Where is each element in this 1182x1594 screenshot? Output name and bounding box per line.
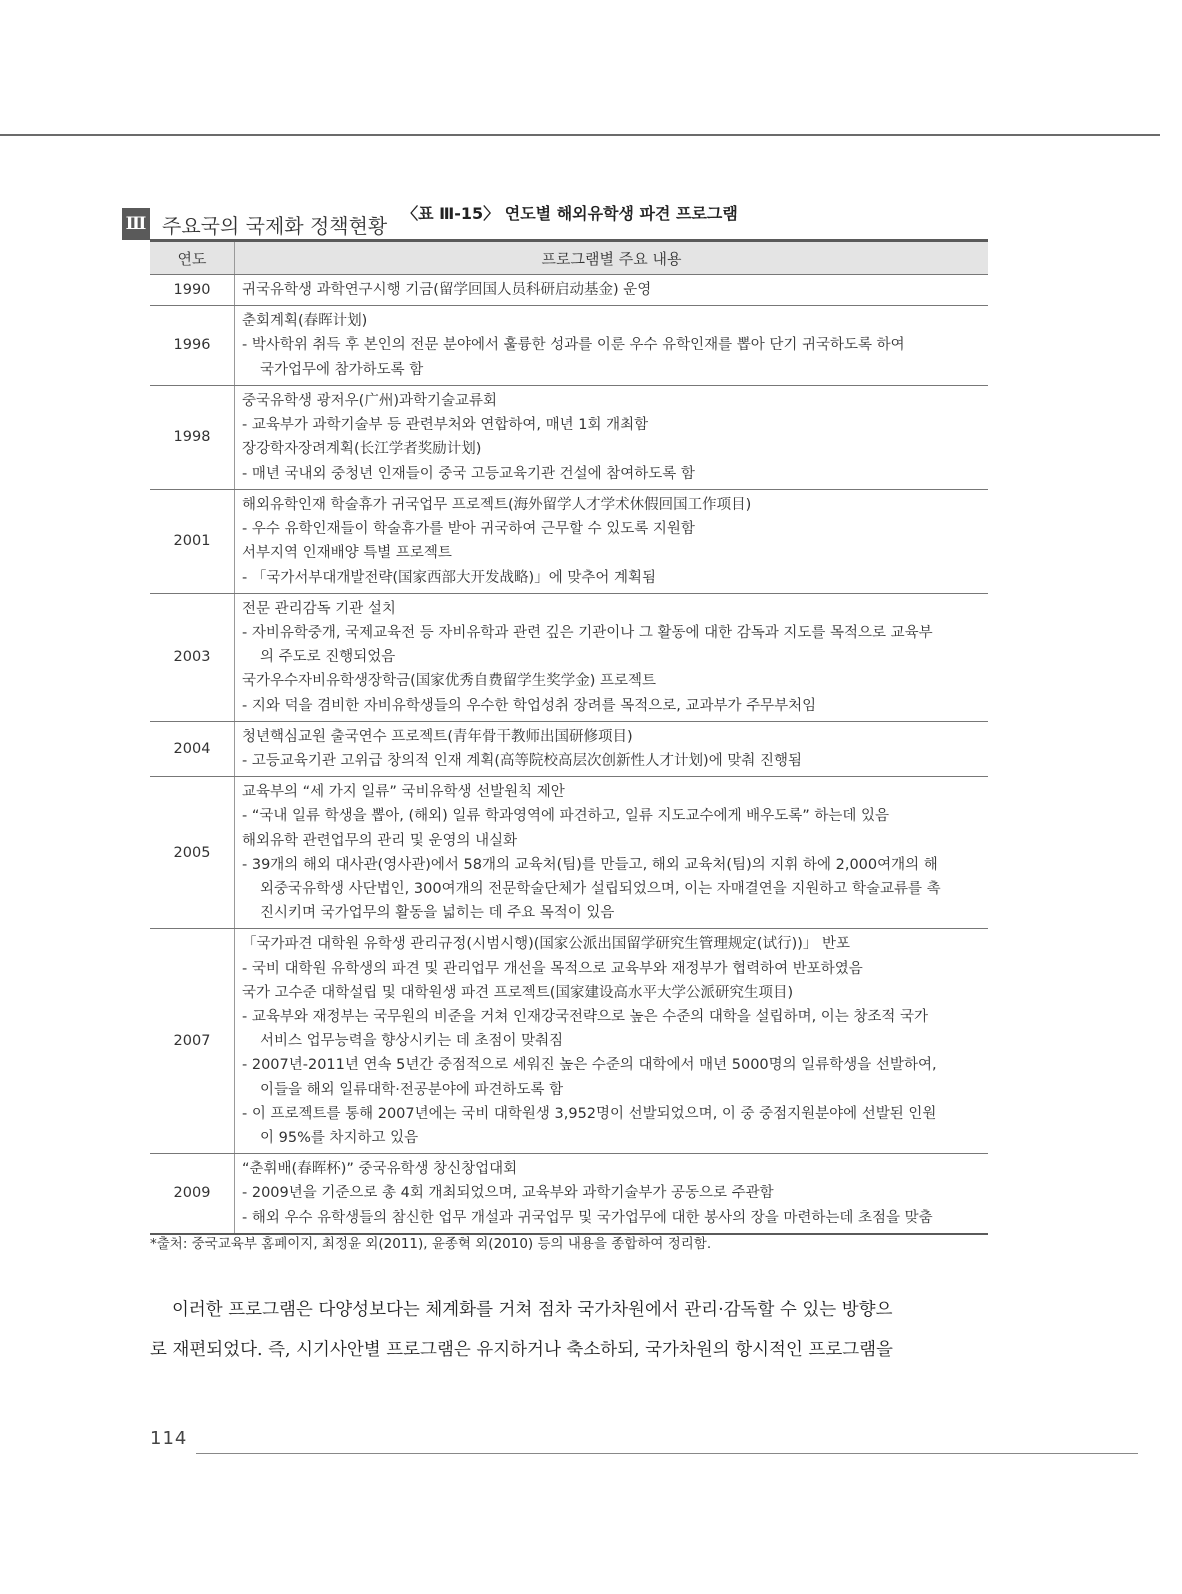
content-line: 서부지역 인재배양 특별 프로젝트 <box>242 545 452 562</box>
content-line: - 「국가서부대개발전략(国家西部大开发战略)」에 맞추어 계획됨 <box>242 569 656 586</box>
table-row <box>150 593 988 721</box>
content-line: 국가우수자비유학생장학금(国家优秀自费留学生奖学金) 프로젝트 <box>242 673 657 690</box>
table-row <box>150 777 988 929</box>
row-year: 2003 <box>150 593 235 721</box>
content-line: 청년핵심교원 출국연수 프로젝트(青年骨干教师出国研修项目) <box>242 728 633 745</box>
row-content <box>235 275 989 306</box>
row-content <box>235 721 989 776</box>
content-line: - 이 프로젝트를 통해 2007년에는 국비 대학원생 3,952명이 선발되었으며, 이 중 중점지원분야에 선발된 인원 <box>242 1105 937 1122</box>
content-line: 진시키며 국가업무의 활동을 넓히는 데 주요 목적이 있음 <box>260 905 615 922</box>
table-row <box>150 385 988 489</box>
chapter-title: 주요국의 국제화 정책현황 <box>162 214 388 238</box>
content-line: 중국유학생 광저우(广州)과학기술교류회 <box>242 392 498 409</box>
content-line: 해외유학 관련업무의 관리 및 운영의 내실화 <box>242 832 518 849</box>
content-line: - 자비유학중개, 국제교육전 등 자비유학과 관련 깊은 기관이나 그 활동에 대한 감독과 지도를 목적으로 교육부 <box>242 625 933 642</box>
row-content <box>235 929 989 1154</box>
header-year: 연도 <box>150 241 235 275</box>
row-year: 1996 <box>150 306 235 386</box>
programs-table <box>150 239 988 1235</box>
content-line: - 우수 유학인재들이 학술휴가를 받아 귀국하여 근무할 수 있도록 지원함 <box>242 521 695 538</box>
row-content <box>235 385 989 489</box>
content-line: 의 주도로 진행되었음 <box>260 649 396 666</box>
content-line: - 박사학위 취득 후 본인의 전문 분야에서 훌륭한 성과를 이룬 우수 유학인재를 뽑아 단기 귀국하도록 하여 <box>242 337 905 354</box>
row-year: 2007 <box>150 929 235 1154</box>
row-content <box>235 489 989 593</box>
content-line: 교육부의 “세 가지 일류” 국비유학생 선발원칙 제안 <box>242 784 565 801</box>
chapter-number-badge: Ⅲ <box>122 208 150 240</box>
content-line: - 고등교육기관 고위급 창의적 인재 계획(高等院校高层次创新性人才计划)에 맞춰 진행됨 <box>242 753 802 770</box>
content-line: 국가 고수준 대학설립 및 대학원생 파견 프로젝트(国家建设高水平大学公派研究生项目) <box>242 984 794 1001</box>
row-year: 1990 <box>150 275 235 306</box>
content-line: - 국비 대학원 유학생의 파견 및 관리업무 개선을 목적으로 교육부와 재정부가 협력하여 반포하였음 <box>242 960 863 977</box>
content-line: - “국내 일류 학생을 뽑아, (해외) 일류 학과영역에 파견하고, 일류 지도교수에게 배우도록” 하는데 있음 <box>242 808 889 825</box>
row-year: 1998 <box>150 385 235 489</box>
content-line: 국가업무에 참가하도록 함 <box>260 361 424 378</box>
content-line: - 매년 국내외 중청년 인재들이 중국 고등교육기관 건설에 참여하도록 함 <box>242 465 695 482</box>
content-line: 춘회계획(春晖计划) <box>242 313 368 330</box>
row-year: 2005 <box>150 777 235 929</box>
row-year: 2004 <box>150 721 235 776</box>
content-line: 서비스 업무능력을 향상시키는 데 초점이 맞춰짐 <box>260 1033 564 1050</box>
table-row <box>150 1154 988 1234</box>
row-content <box>235 777 989 929</box>
table-source-note: *출처: 중국교육부 홈페이지, 최정윤 외(2011), 윤종혁 외(2010) 등의 내용을 종합하여 정리함. <box>150 1236 712 1252</box>
row-year: 2001 <box>150 489 235 593</box>
table-caption: 〈표 Ⅲ-15〉 연도별 해외유학생 파견 프로그램 <box>402 204 738 223</box>
header-divider <box>0 134 1160 136</box>
body-paragraph <box>150 1290 990 1370</box>
content-line: - 교육부가 과학기술부 등 관련부처와 연합하여, 매년 1회 개최함 <box>242 417 649 434</box>
footer-divider <box>196 1453 1138 1454</box>
table-header-row <box>150 241 988 275</box>
header-content: 프로그램별 주요 내용 <box>235 241 989 275</box>
row-year: 2009 <box>150 1154 235 1234</box>
paragraph-line: 이러한 프로그램은 다양성보다는 체계화를 거쳐 점차 국가차원에서 관리·감독할 수 있는 방향으 <box>172 1300 893 1320</box>
table-row <box>150 489 988 593</box>
content-line: 이들을 해외 일류대학·전공분야에 파견하도록 함 <box>260 1081 564 1098</box>
table-row <box>150 721 988 776</box>
content-line: - 해외 우수 유학생들의 참신한 업무 개설과 귀국업무 및 국가업무에 대한 봉사의 장을 마련하는데 초점을 맞춤 <box>242 1209 933 1226</box>
row-content <box>235 593 989 721</box>
content-line: 해외유학인재 학술휴가 귀국업무 프로젝트(海外留学人才学术休假回国工作项目) <box>242 496 752 513</box>
content-line: - 2009년을 기준으로 총 4회 개최되었으며, 교육부와 과학기술부가 공동으로 주관함 <box>242 1185 774 1202</box>
row-content <box>235 306 989 386</box>
table-row <box>150 306 988 386</box>
table-row <box>150 275 988 306</box>
content-line: - 교육부와 재정부는 국무원의 비준을 거쳐 인재강국전략으로 높은 수준의 대학을 설립하며, 이는 창조적 국가 <box>242 1009 929 1026</box>
content-line: 귀국유학생 과학연구시행 기금(留学回国人员科研启动基金) 운영 <box>242 282 652 298</box>
content-line: - 지와 덕을 겸비한 자비유학생들의 우수한 학업성취 장려를 목적으로, 교과부가 주무부처임 <box>242 697 817 714</box>
page-number: 114 <box>150 1428 188 1449</box>
content-line: 이 95%를 차지하고 있음 <box>260 1130 419 1147</box>
table-row <box>150 929 988 1154</box>
row-content <box>235 1154 989 1234</box>
content-line: - 2007년-2011년 연속 5년간 중점적으로 세워진 높은 수준의 대학에서 매년 5000명의 일류학생을 선발하여, <box>242 1057 937 1074</box>
content-line: 장강학자장려계획(长江学者奖励计划) <box>242 441 482 458</box>
paragraph-line: 로 재편되었다. 즉, 시기사안별 프로그램은 유지하거나 축소하되, 국가차원의 항시적인 프로그램을 <box>150 1340 893 1360</box>
content-line: - 39개의 해외 대사관(영사관)에서 58개의 교육처(팀)를 만들고, 해외 교육처(팀)의 지휘 하에 2,000여개의 해 <box>242 856 938 873</box>
content-line: “춘휘배(春晖杯)” 중국유학생 창신창업대회 <box>242 1161 518 1178</box>
content-line: 전문 관리감독 기관 설치 <box>242 600 396 617</box>
content-line: 「국가파견 대학원 유학생 관리규정(시범시행)(国家公派出国留学研究生管理规定(试行))」 반포 <box>242 936 851 953</box>
content-line: 외중국유학생 사단법인, 300여개의 전문학술단체가 설립되었으며, 이는 자매결연을 지원하고 학술교류를 촉 <box>260 881 941 898</box>
